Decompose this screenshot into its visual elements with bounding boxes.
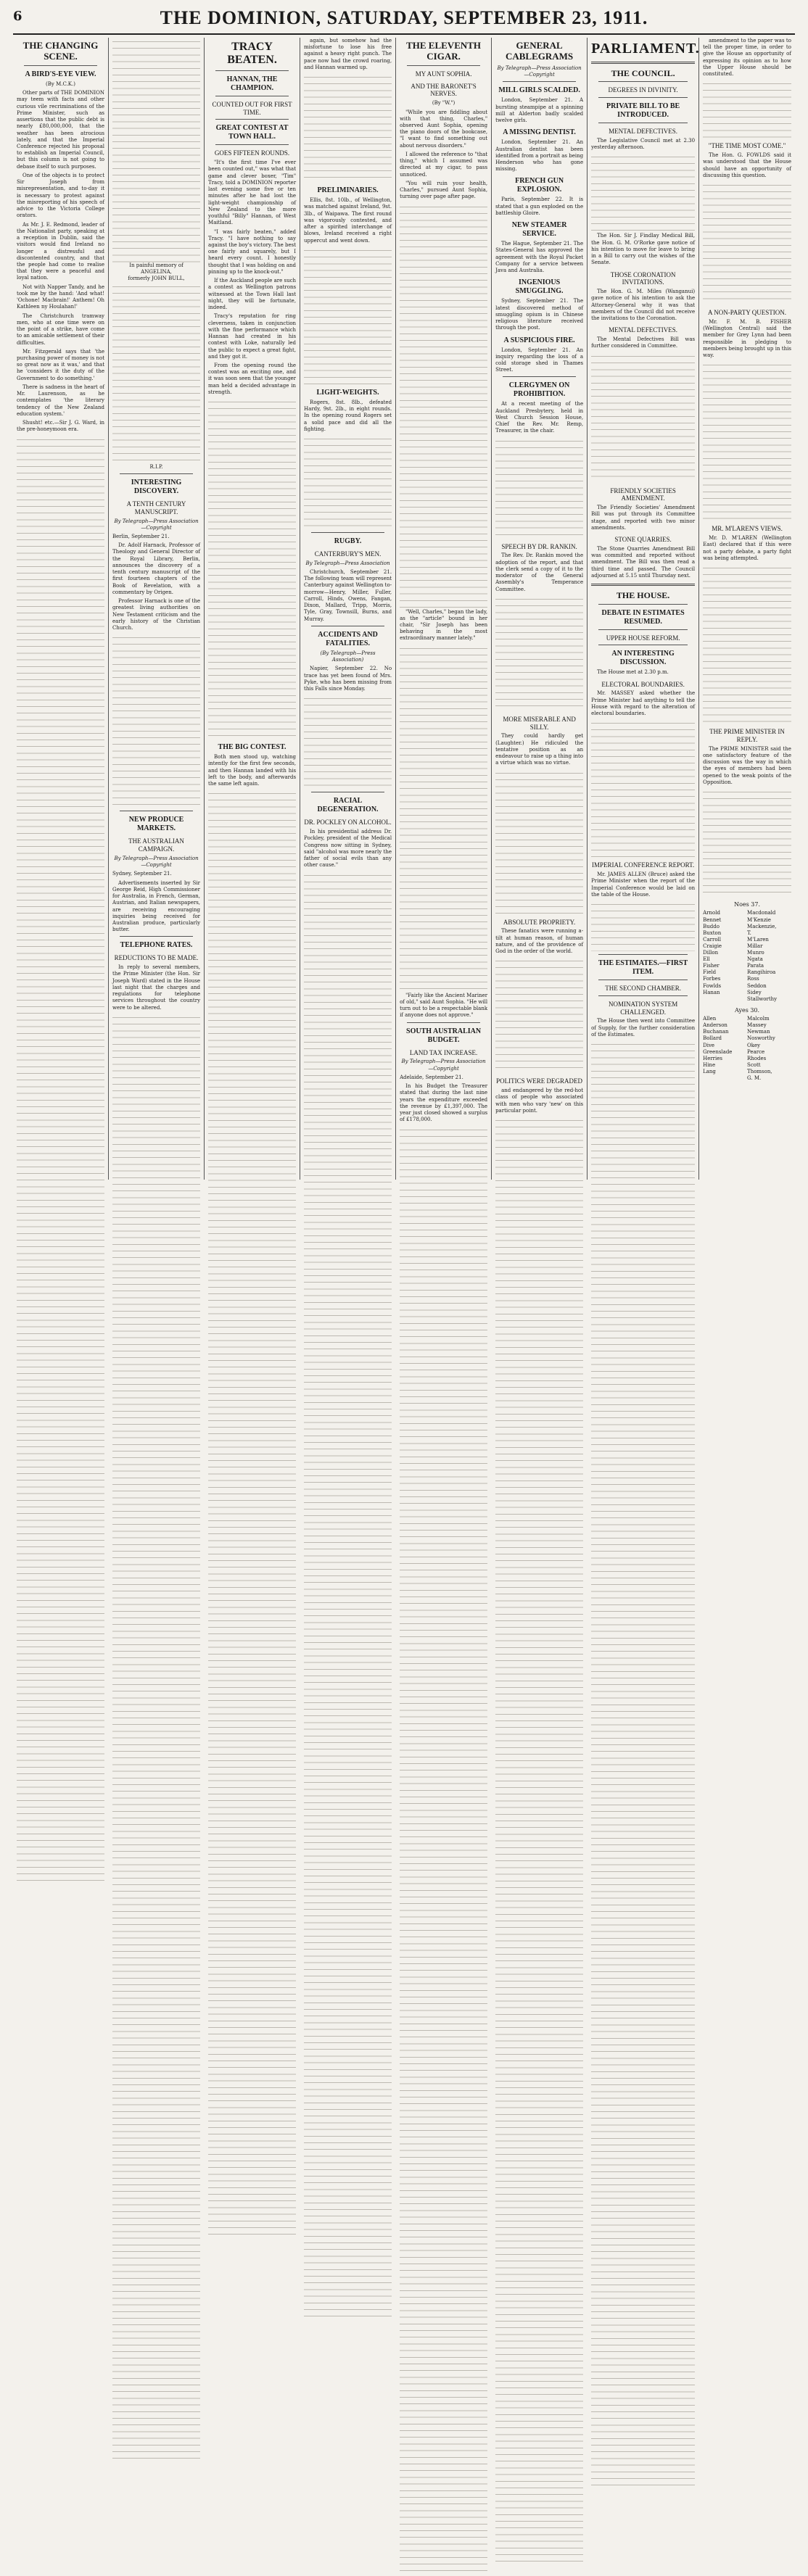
article-paragraph: Other parts of THE DOMINION may teem with facts and other curious vile recriminations of the Prime Minister, such as assertions that the public debt is nearly £80,000,000, that the weather has been atrocious lately, and that the Imperial Conference rejected his proposal to establish an Imperial Council, but this column is not going to debase itself to such purposes.	[17, 90, 105, 170]
article-subheading: NOMINATION SYSTEM CHALLENGED.	[608, 1000, 678, 1016]
article-paragraph: Mr. Fitzgerald says that 'the purchasing power of money is not so great now as it was,' and that he 'considers it the duty of the Government to do something.'	[17, 348, 105, 381]
article-paragraph: Christchurch, September 21. The following team will represent Canterbury against Wellington to-morrow—Henry, Miller, Fuller, Carroll, Hinds, Owens, Fangan, Dixon, Mallard, Tripp, Morris, Tyle, Gray, Townsill, Burns, and Murray.	[304, 569, 392, 622]
section-heading: SPEECH BY DR. RANKIN.	[501, 542, 577, 550]
member-name: Carroll	[703, 936, 722, 943]
article-paragraph: In his Budget the Treasurer stated that during the last nine years the expenditure exceeded the revenue by £1,397,000. The year just closed showed a surplus of £178,000.	[400, 1083, 488, 1123]
member-name: Buddo	[703, 923, 720, 929]
article-paragraph: Paris, September 22. It is stated that a gun exploded on the battleship Gloire.	[495, 196, 584, 216]
section-heading: MORE MISERABLE AND SILLY.	[503, 715, 576, 731]
article-subheading: PRIVATE BILL TO BE INTRODUCED.	[606, 102, 680, 120]
article-paragraph: "Well, Charles," began the lady, as the "article" bound in her chair, "Sir Joseph has been behaving in the most extraordinary manner lately."	[400, 608, 488, 642]
member-name: Field	[703, 969, 717, 976]
article-subheading: GOES FIFTEEN ROUNDS.	[214, 149, 290, 157]
article-paragraph: The Stone Quarries Amendment Bill was committed and reported without amendment. The Bill was then read a third time and passed. The Council adjourned at 5.15 until Thursday next.	[591, 545, 696, 579]
noes-left-names	[703, 910, 747, 1002]
member-name: Arnold	[703, 910, 720, 916]
masthead	[13, 4, 795, 35]
article-paragraph: Not with Napper Tandy, and he took me by the hand: 'And what! 'Ochone! Macbrain!' Anthem! Oh Kathleen ny Houlahan!'	[17, 283, 105, 310]
continued-text	[591, 719, 695, 857]
poem-name: ANGELINA,	[141, 269, 172, 276]
section-heading: A NON-PARTY QUESTION.	[708, 309, 787, 317]
poem-verses-continued	[112, 283, 200, 464]
article-subheading: A BIRD'S-EYE VIEW.	[25, 70, 96, 78]
member-name: Scott	[747, 1061, 761, 1068]
article-subheading: DR. POCKLEY ON ALCOHOL.	[304, 819, 392, 827]
article-subheading: UPPER HOUSE REFORM.	[606, 634, 680, 642]
continued-text	[304, 247, 392, 384]
continued-text	[495, 595, 583, 711]
article-paragraph: Ellis, 8st. 10lb., of Wellington, was matched against Ireland, 9st. 3lb., of Waipawa. The first round was vigorously contested, and after a spirited interchange of blows, Ireland received a right uppercut and went down.	[304, 197, 392, 244]
ayes-right-names	[747, 1016, 791, 1082]
division-list-noes	[703, 898, 791, 1003]
column-1	[13, 38, 109, 1180]
member-name: Stallworthy	[747, 995, 778, 1002]
member-name: Greenslade	[703, 1048, 733, 1055]
dateline: Berlin, September 21.	[112, 534, 170, 539]
section-heading: THOSE CORONATION INVITATIONS.	[610, 270, 676, 286]
member-name: Millar	[747, 943, 763, 949]
press-credit: (By Telegraph—Press Association)	[320, 650, 376, 663]
section-heading: MENTAL DEFECTIVES.	[609, 326, 678, 334]
noes-heading: Noes 37.	[734, 901, 760, 908]
section-heading: THE COUNCIL.	[611, 68, 675, 78]
section-heading: THE BIG CONTEST.	[218, 743, 286, 752]
article-heading: GENERAL CABLEGRAMS	[505, 40, 574, 62]
article-paragraph: London, September 21. An inquiry regarding the loss of a cold storage shed in Thames Street.	[495, 347, 584, 373]
article-paragraph: The PRIME MINISTER said the one satisfactory feature of the discussion was the way in which the eyes of members had been opened to the weak points of the Opposition.	[703, 745, 791, 785]
column-3	[205, 38, 300, 1180]
continued-text	[591, 153, 695, 233]
article-paragraph: and endangered by the red-hot class of people who associated with men who vary 'new' on this particular point.	[495, 1088, 584, 1114]
article-paragraph: In his presidential address Dr. Pockley, president of the Medical Congress now sitting in Sydney, said "alcohol was more nearly the father of social evils than any other cause."	[304, 829, 392, 869]
memorial-poem	[112, 38, 200, 471]
article-heading: INTERESTING DISCOVERY.	[131, 478, 182, 495]
article-paragraph: They could hardly get (Laughter.) He ridiculed the tentative position as an endeavour to raise up a thing into a virtue which was no virtue.	[495, 733, 584, 766]
article-paragraph: Mr. MASSEY asked whether the Prime Minister had anything to tell the House with regard to the alteration of electoral boundaries.	[591, 690, 696, 717]
section-heading: "THE TIME MOST COME."	[708, 142, 786, 150]
continued-text	[495, 1117, 583, 2567]
article-subheading: REDUCTIONS TO BE MADE.	[114, 954, 199, 962]
article-paragraph: The House met at 2.30 p.m.	[597, 669, 669, 676]
press-credit: By Telegraph—Press Association	[305, 560, 390, 566]
article-subheading: THE AUSTRALIAN CAMPAIGN.	[128, 837, 184, 853]
article-paragraph: The Hon. G. FOWLDS said it was understood that the House should have an opportunity of discussing this question.	[703, 152, 791, 178]
member-name: Dive	[703, 1042, 715, 1048]
section-heading: IMPERIAL CONFERENCE REPORT.	[591, 861, 695, 869]
member-name: Munro	[747, 950, 764, 956]
article-heading: NEW PRODUCE MARKETS.	[128, 816, 184, 833]
newspaper-columns	[13, 38, 795, 1180]
member-name: Sidey	[747, 989, 762, 995]
article-paragraph: The Hague, September 21. The States-General has approved the agreement with the Royal Packet Company for a service between Java and Australia.	[495, 241, 584, 274]
continued-text	[703, 80, 791, 138]
continued-text	[208, 790, 296, 2240]
article-paragraph: "Fairly like the Ancient Mariner of old," said Aunt Sophia. "He will turn out to be a respectable blank if anyone does not approve."	[400, 992, 488, 1019]
article-heading: ACCIDENTS AND FATALITIES.	[318, 630, 378, 647]
ayes-heading: Ayes 30.	[734, 1006, 760, 1014]
article-paragraph: Shusht! etc.—Sir J. G. Ward, in the pre-honeymoon era.	[17, 420, 105, 433]
press-credit: By Telegraph—Press Association—Copyright	[114, 855, 199, 869]
continued-text	[304, 695, 392, 789]
column-8	[699, 38, 795, 1180]
noes-right-names	[747, 910, 791, 1002]
article-subheading: AN INTERESTING DISCUSSION.	[611, 650, 675, 667]
member-name: Rangihiroa	[747, 969, 776, 976]
continued-text	[17, 436, 104, 1886]
continued-text	[400, 1126, 487, 2576]
member-name: Allen	[703, 1016, 717, 1022]
member-name: Craigie	[703, 943, 722, 949]
page-number: 6	[13, 9, 22, 24]
article-paragraph: As Mr. J. E. Redmond, leader of the Nationalist party, speaking at a reception in Dublin, said the visitors would find Ireland no longer a distressful and discontented country, and that the people had come to realise that they were a peaceful and loyal nation.	[17, 221, 105, 281]
continued-text	[400, 645, 487, 993]
article-paragraph: "It's the first time I've ever been counted out," was what that game and clever boxer, "Tim" Tracy, told a DOMINION reporter last evening some five or ten minutes after he had lost the light-weight championship of New Zealand to the more youthful "Billy" Hannan, of West Maitland.	[208, 160, 297, 226]
continued-text	[591, 1040, 695, 2490]
article-heading: TELEPHONE RATES.	[120, 941, 193, 950]
article-subheading: HANNAN, THE CHAMPION.	[226, 75, 278, 92]
ayes-left-names	[703, 1016, 747, 1082]
poem-verses	[112, 38, 200, 262]
article-paragraph: I allowed the reference to "that thing," which I assumed was directed at my cigar, to pass unnoticed.	[400, 151, 488, 178]
continued-text	[495, 769, 583, 914]
continued-text	[703, 181, 791, 305]
article-subheading: A TENTH CENTURY MANUSCRIPT.	[126, 500, 186, 515]
article-subheading: MENTAL DEFECTIVES.	[609, 128, 678, 136]
continued-text	[208, 398, 296, 739]
article-paragraph: Tracy's reputation for ring cleverness, taken in conjunction with the fine performance which Hannan had created in his contest with Loke, naturally led the public to expect a great fight, and they got it.	[208, 313, 297, 360]
newspaper-title: THE DOMINION, SATURDAY, SEPTEMBER 23, 1911.	[160, 7, 648, 28]
continued-text	[112, 634, 200, 808]
article-subheading: AND THE BARONET'S NERVES.	[411, 82, 477, 98]
section-heading: NEW STEAMER SERVICE.	[511, 221, 567, 239]
section-heading: LIGHT-WEIGHTS.	[316, 388, 379, 397]
section-heading: STONE QUARRIES.	[614, 536, 672, 544]
member-name: Pearce	[747, 1048, 765, 1055]
member-name: Parata	[747, 963, 764, 969]
member-name: Anderson	[703, 1022, 727, 1029]
article-paragraph: If the Auckland people are such a contest as Wellington patrons witnessed at the Town Hall last night, they will be fortunate, indeed.	[208, 278, 297, 311]
article-paragraph: "I was fairly beaten," added Tracy. "I have nothing to say against the boy's victory. The best one fairly and squarely, but I heard every count. I honestly thought that I was holding on and pinning up to the knock-out."	[208, 228, 297, 275]
column-7	[588, 38, 699, 1180]
article-byline: (By M.C.K.)	[46, 80, 75, 87]
member-name: M'Laren	[747, 936, 769, 943]
member-name: Hanan	[703, 989, 720, 995]
member-name: Hine	[703, 1061, 716, 1068]
article-paragraph: Rogers, 8st. 8lb., defeated Hardy, 9st. 2lb., in eight rounds. In the opening round Rogers set a solid pace and did all the fighting.	[304, 399, 392, 432]
article-subheading: THE SECOND CHAMBER.	[605, 985, 681, 993]
article-paragraph: These fanatics were running a-tilt at human reason, of human nature, and of the providence of God in the order of the world.	[495, 928, 584, 955]
member-name: Fisher	[703, 963, 720, 969]
member-name: Seddon	[747, 982, 767, 989]
section-heading: MR. M'LAREN'S VIEWS.	[712, 525, 783, 533]
member-name: M'Kenzie	[747, 916, 771, 923]
section-heading: A SUSPICIOUS FIRE.	[503, 336, 575, 344]
article-heading: THE ELEVENTH CIGAR.	[406, 40, 482, 62]
section-heading: FRIENDLY SOCIETIES AMENDMENT.	[610, 486, 676, 502]
article-paragraph: "While you are fiddling about with that thing, Charles," observed Aunt Sophia, opening the piano doors of the bookcase, "I want to find something out about nervous disorders."	[400, 109, 488, 149]
article-subheading: CANTERBURY'S MEN.	[314, 550, 382, 558]
article-paragraph: Napier, September 22. No trace has yet been found of Mrs. Pyke, who has been missing from this Falls since Monday.	[304, 666, 392, 692]
article-paragraph: Mr. D. M'LAREN (Wellington East) declared that if this were not a party debate, a party fight was being attempted.	[703, 535, 791, 561]
article-subheading: GREAT CONTEST AT TOWN HALL.	[215, 124, 289, 141]
article-paragraph: London, September 21. An Australian dentist has been identified from a portrait as being Henderson who has gone missing.	[495, 139, 584, 173]
article-paragraph: The Rev. Dr. Rankin moved the adoption of the report, and that the clerk send a copy of it to the moderator of the General Assembly's Temperance Committee.	[495, 552, 584, 592]
column-2	[109, 38, 205, 1180]
section-heading: POLITICS WERE DEGRADED	[496, 1077, 582, 1085]
article-heading: TRACY BEATEN.	[227, 41, 277, 67]
article-byline: (By "W.")	[432, 100, 455, 107]
continued-text	[591, 900, 695, 951]
article-heading: SOUTH AUSTRALIAN BUDGET.	[406, 1027, 482, 1044]
article-paragraph: The House then went into Committee of Supply, for the further consideration of the Estimates.	[591, 1018, 696, 1038]
continued-text	[591, 352, 695, 483]
member-name: Bollard	[703, 1035, 722, 1042]
article-subheading: LAND TAX INCREASE.	[409, 1048, 478, 1056]
continued-text	[703, 361, 791, 521]
article-subheading: DEGREES IN DIVINITY.	[608, 86, 678, 94]
section-heading: ABSOLUTE PROPRIETY.	[503, 918, 576, 926]
article-paragraph: Mr. F. M. B. FISHER (Wellington Central) said the member for Grey Lynn had been responsible in pledging to members being brought up in this way.	[703, 318, 791, 359]
member-name: Macdonald	[747, 910, 776, 916]
continued-text	[703, 564, 791, 724]
member-name: Mackenzie, T.	[747, 923, 777, 936]
section-heading: THE PRIME MINISTER IN REPLY.	[709, 728, 785, 743]
member-name: Buxton	[703, 929, 722, 936]
member-name: Buchanan	[703, 1029, 729, 1035]
continued-text	[495, 437, 583, 539]
section-heading: THE HOUSE.	[616, 590, 670, 601]
article-heading: CLERGYMEN ON PROHIBITION.	[508, 381, 570, 399]
section-heading: THE ESTIMATES.—FIRST ITEM.	[598, 959, 688, 977]
article-paragraph: In reply to several members, the Prime Minister (the Hon. Sir Joseph Ward) stated in the House last night that the charges and regulations for telephone services throughout the country were to be altered.	[112, 964, 201, 1011]
poem-title: In painful memory of	[129, 262, 184, 268]
article-heading: RUGBY.	[334, 537, 362, 545]
article-subheading: DEBATE IN ESTIMATES RESUMED.	[601, 608, 685, 626]
section-heading: A MISSING DENTIST.	[503, 128, 576, 137]
article-heading: THE CHANGING SCENE.	[22, 40, 99, 62]
article-paragraph: The Hon. Sir J. Findlay Medical Bill, the Hon. G. M. O'Rorke gave notice of his intention to move for leave to bring in a Bill to carry out the wishes of the Senate.	[591, 233, 696, 266]
member-name: Nosworthy	[747, 1035, 775, 1042]
article-paragraph: The Mental Defectives Bill was further considered in Committee.	[591, 336, 696, 349]
continued-text	[304, 435, 392, 529]
section-heading: INGENIOUS SMUGGLING.	[515, 278, 564, 296]
section-title: PARLIAMENT.	[591, 41, 700, 57]
section-heading: ELECTORAL BOUNDARIES.	[601, 680, 685, 688]
member-name: Massey	[747, 1022, 767, 1029]
article-paragraph: Dr. Adolf Harnack, Professor of Theology and General Director of the Royal Library, Berlin, announces the discovery of a tenth century manuscript of the first fourteen chapters of the Book of Revelation, with a commentary by Origen.	[112, 542, 201, 595]
article-paragraph: At a recent meeting of the Auckland Presbytery, held in West Church Session House, Chief the Rev. Mr. Remp, Treasurer, in the chair.	[495, 401, 584, 434]
column-5	[396, 38, 492, 1180]
member-name: Lang	[703, 1068, 716, 1074]
continued-text	[112, 1014, 200, 2464]
poem-subtitle: formerly JOHN BULL,	[128, 276, 185, 282]
dateline: Sydney, September 21.	[112, 871, 172, 877]
article-paragraph: The Legislative Council met at 2.30 yesterday afternoon.	[591, 137, 696, 151]
section-heading: FRENCH GUN EXPLOSION.	[515, 177, 564, 194]
poem-closing: R.I.P.	[149, 463, 163, 470]
member-name: Ross	[747, 976, 759, 982]
article-paragraph: Sydney, September 21. The latest discovered method of smuggling opium is in Chinese religious literature received through the post.	[495, 298, 584, 331]
column-4	[300, 38, 396, 1180]
member-name: Forbes	[703, 976, 721, 982]
article-paragraph: amendment to the paper was to tell the proper time, in order to give the House an opportunity of expressing its opinion as to how the Upper House should be constituted.	[703, 38, 791, 78]
article-paragraph: Professor Harnack is one of the greatest living authorities on New Testament criticism and the early history of the Christian Church.	[112, 598, 201, 631]
article-paragraph: again, but somehow had the misfortune to lose his free against a heavy right punch. The pace now had the crowd roaring, and Hannan warmed up.	[304, 38, 392, 70]
press-credit: By Telegraph—Press Association—Copyright	[401, 1059, 486, 1072]
section-heading: PRELIMINARIES.	[317, 186, 379, 195]
article-paragraph: The Friendly Societies' Amendment Bill was put through its Committee stage, and reported with two minor amendments.	[591, 505, 696, 531]
member-name: Dillon	[703, 950, 719, 956]
article-paragraph: Mr. JAMES ALLEN (Bruce) asked the Prime Minister when the report of the Imperial Conference would be laid on the table of the House.	[591, 871, 696, 898]
member-name: Ngata	[747, 956, 763, 963]
article-paragraph: One of the objects is to protect Sir Joseph from misrepresentation, and to-day it is necessary to protest against the misreporting of his speech of advice to the Victoria College orators.	[17, 172, 105, 219]
continued-text	[495, 957, 583, 1073]
article-paragraph: Both men stood up, watching intently for the first few seconds, and then Hannan landed with his left to the body, and afterwards the same left again.	[208, 754, 297, 787]
article-paragraph: Advertisements inserted by Sir George Reid, High Commissioner for Australia, in French, German, Austrian, and Italian newspapers, are receiving encouraging inquiries being received for Australian produce, particularly butter.	[112, 879, 201, 933]
article-paragraph: The Hon. G. M. Miles (Wanganui) gave notice of his intention to ask the Attorney-General why it was that members of the Council did not receive the invitations to the Coronation.	[591, 289, 696, 322]
section-heading: MILL GIRLS SCALDED.	[498, 86, 580, 95]
member-name: Newman	[747, 1029, 770, 1035]
member-name: Ell	[703, 956, 710, 963]
press-credit: By Telegraph—Press Association—Copyright	[497, 65, 582, 78]
article-paragraph: London, September 21. A bursting steampipe at a spinning mill at Alderton badly scalded twelve girls.	[495, 97, 584, 124]
member-name: Herries	[703, 1055, 723, 1061]
article-subheading: COUNTED OUT FOR FIRST TIME.	[212, 100, 292, 116]
continued-text	[304, 73, 392, 182]
continued-text	[304, 871, 392, 2322]
article-paragraph: "You will ruin your health, Charles," pursued Aunt Sophia, turning over page after page.	[400, 180, 488, 200]
member-name: Rhodes	[747, 1055, 767, 1061]
continued-text	[703, 788, 791, 897]
division-list-ayes	[703, 1004, 791, 1082]
article-paragraph: The Christchurch tramway men, who at one time were on the point of a strike, have come to an amicable settlement of their difficulties.	[17, 312, 105, 346]
press-credit: By Telegraph—Press Association—Copyright	[114, 518, 199, 531]
article-subheading: MY AUNT SOPHIA.	[415, 70, 472, 78]
member-name: Malcolm	[747, 1016, 770, 1022]
column-6	[492, 38, 588, 1180]
member-name: Okey	[747, 1042, 761, 1048]
dateline: Adelaide, September 21.	[400, 1074, 463, 1080]
member-name: Thomson, G. M.	[747, 1068, 772, 1082]
article-paragraph: There is sadness in the heart of Mr. Laurenson, as he contemplates 'the literary tendency of the New Zealand education system.'	[17, 384, 105, 417]
continued-text	[400, 203, 487, 609]
article-paragraph: From the opening round the contest was an exciting one, and it was soon seen that the younger man held a decided advantage in strength.	[208, 362, 297, 395]
member-name: Fowlds	[703, 982, 722, 989]
member-name: Bennet	[703, 916, 722, 923]
article-heading: RACIAL DEGENERATION.	[317, 797, 379, 814]
